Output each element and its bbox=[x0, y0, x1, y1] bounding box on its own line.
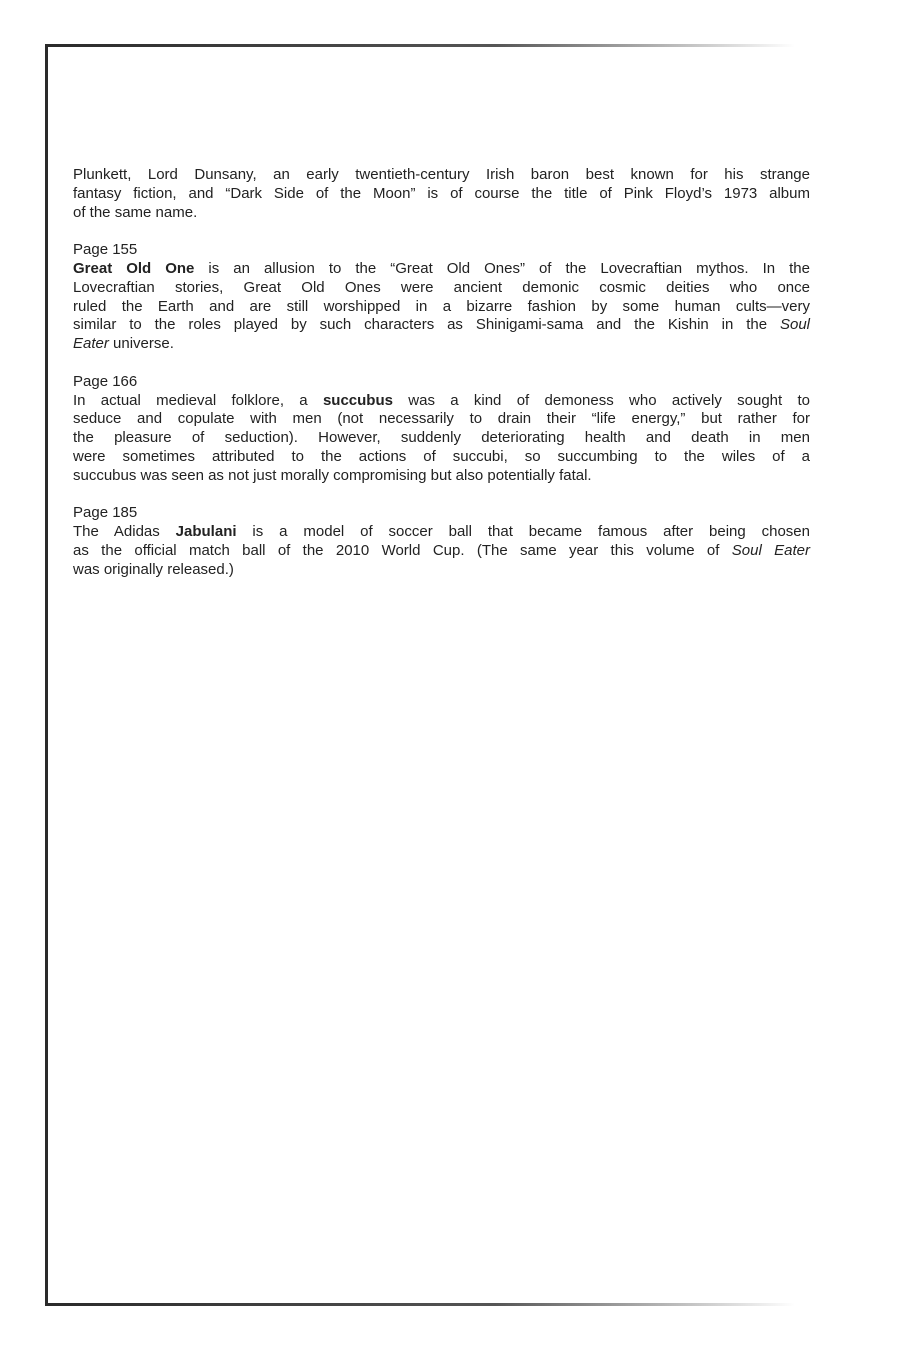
text-run: ruled the Earth and are still worshipped in a bizarre fashion by some human cults—very bbox=[73, 297, 810, 315]
notes-body bbox=[73, 166, 810, 580]
note-block bbox=[73, 166, 810, 222]
text-line bbox=[73, 467, 810, 486]
text-line bbox=[73, 185, 810, 204]
text-run: of the same name. bbox=[73, 203, 198, 221]
note-page-heading: Page 155 bbox=[73, 241, 138, 259]
text-line bbox=[73, 335, 810, 354]
bold-term: Jabulani bbox=[175, 523, 237, 541]
text-line bbox=[73, 392, 810, 411]
bold-term: Great Old One bbox=[73, 259, 195, 277]
text-line bbox=[73, 561, 810, 580]
text-line bbox=[73, 448, 810, 467]
text-run: were sometimes attributed to the actions of succubi, so succumbing to the wiles of a bbox=[73, 447, 810, 465]
note-block bbox=[73, 504, 810, 579]
note-block bbox=[73, 373, 810, 486]
text-run: similar to the roles played by such characters as Shinigami-sama and the Kishin in the bbox=[73, 316, 780, 334]
text-run: Plunkett, Lord Dunsany, an early twentieth-century Irish baron best known for his strange bbox=[73, 166, 810, 183]
page-frame-left-rule bbox=[45, 44, 48, 1306]
text-line bbox=[73, 204, 810, 223]
text-run: succubus was seen as not just morally compromising but also potentially fatal. bbox=[73, 466, 592, 484]
text-line bbox=[73, 429, 810, 448]
text-line bbox=[73, 279, 810, 298]
note-page-heading: Page 166 bbox=[73, 372, 138, 390]
note-block bbox=[73, 241, 810, 354]
text-run: seduce and copulate with men (not necessarily to drain their “life energy,” but rather for bbox=[73, 410, 810, 428]
bold-term: succubus bbox=[322, 391, 393, 409]
text-line bbox=[73, 523, 810, 542]
italic-title: Soul bbox=[779, 316, 810, 334]
italic-title: Eater bbox=[73, 335, 109, 353]
text-line bbox=[73, 542, 810, 561]
page-frame-top-rule bbox=[45, 44, 795, 47]
text-run: was a kind of demoness who actively sought to bbox=[392, 391, 810, 409]
text-run: In actual medieval folklore, a bbox=[73, 391, 323, 409]
text-line bbox=[73, 298, 810, 317]
text-run: the pleasure of seduction). However, suddenly deteriorating health and death in men bbox=[73, 429, 810, 447]
page-frame-bottom-rule bbox=[45, 1303, 795, 1306]
text-line bbox=[73, 316, 810, 335]
text-run: fantasy fiction, and “Dark Side of the Moon” is of course the title of Pink Floyd’s 1973 album bbox=[73, 184, 810, 202]
text-run: as the official match ball of the 2010 World Cup. (The same year this volume of bbox=[73, 541, 732, 559]
text-run: is a model of soccer ball that became famous after being chosen bbox=[236, 523, 810, 541]
text-line bbox=[73, 410, 810, 429]
text-run: was originally released.) bbox=[73, 560, 234, 578]
text-line bbox=[73, 166, 810, 185]
note-page-heading: Page 185 bbox=[73, 504, 138, 522]
text-run: universe. bbox=[108, 335, 174, 353]
italic-title: Soul Eater bbox=[731, 541, 810, 559]
text-run: The Adidas bbox=[73, 523, 176, 541]
text-line bbox=[73, 260, 810, 279]
text-run: is an allusion to the “Great Old Ones” of the Lovecraftian mythos. In the bbox=[194, 259, 810, 277]
text-run: Lovecraftian stories, Great Old Ones were ancient demonic cosmic deities who once bbox=[73, 278, 810, 296]
